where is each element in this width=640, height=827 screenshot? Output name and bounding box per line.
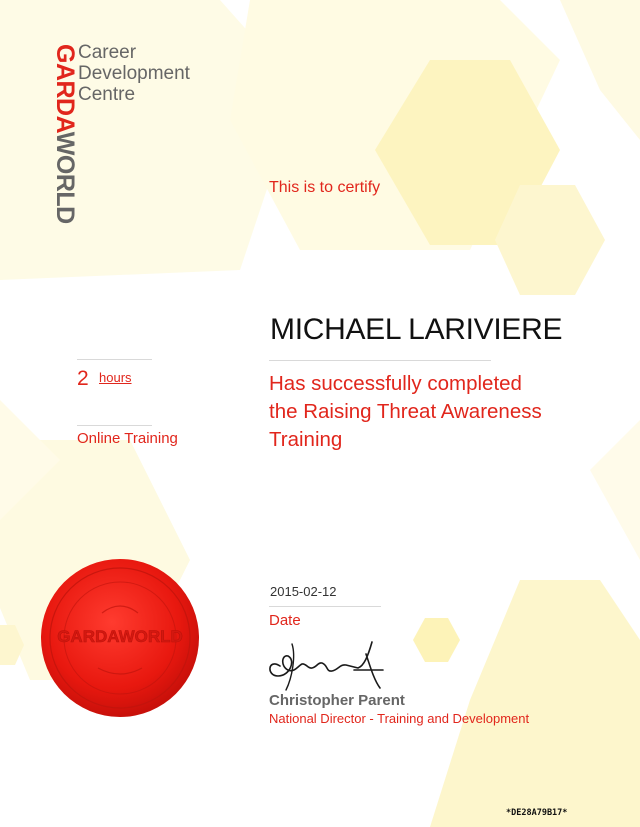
completion-line-3: Training bbox=[269, 428, 343, 451]
gardaworld-seal bbox=[40, 558, 200, 718]
certificate-code: *DE28A79B17* bbox=[506, 808, 568, 818]
signature bbox=[262, 636, 387, 692]
cdc-line-2: Development bbox=[78, 63, 190, 84]
completion-statement bbox=[269, 370, 599, 454]
recipient-name: MICHAEL LARIVIERE bbox=[270, 313, 563, 346]
hours-number: 2 bbox=[77, 367, 89, 390]
signer-name: Christopher Parent bbox=[269, 692, 405, 709]
career-development-centre bbox=[78, 42, 190, 105]
completion-line-2: the Raising Threat Awareness bbox=[269, 400, 542, 423]
gardaworld-logo-mark bbox=[40, 42, 79, 224]
certify-text: This is to certify bbox=[269, 179, 381, 196]
logo-world: WORLD bbox=[51, 131, 79, 224]
completion-line-1: Has successfully completed bbox=[269, 372, 522, 395]
cdc-line-3: Centre bbox=[78, 84, 136, 105]
date-value: 2015-02-12 bbox=[270, 584, 337, 599]
cdc-line-1: Career bbox=[78, 42, 137, 63]
hours-divider-bottom bbox=[77, 425, 152, 426]
logo-garda: GARDA bbox=[51, 44, 79, 132]
date-label: Date bbox=[269, 612, 301, 629]
hours-label: hours bbox=[99, 370, 132, 385]
svg-text:GARDAWORLD bbox=[51, 44, 79, 224]
seal-text: GARDAWORLD bbox=[57, 627, 183, 646]
gardaworld-logo bbox=[40, 42, 79, 224]
signer-title: National Director - Training and Development bbox=[269, 711, 530, 726]
training-type: Online Training bbox=[77, 430, 178, 447]
name-divider bbox=[269, 360, 491, 361]
hours-divider-top bbox=[77, 359, 152, 360]
date-divider bbox=[269, 606, 381, 607]
